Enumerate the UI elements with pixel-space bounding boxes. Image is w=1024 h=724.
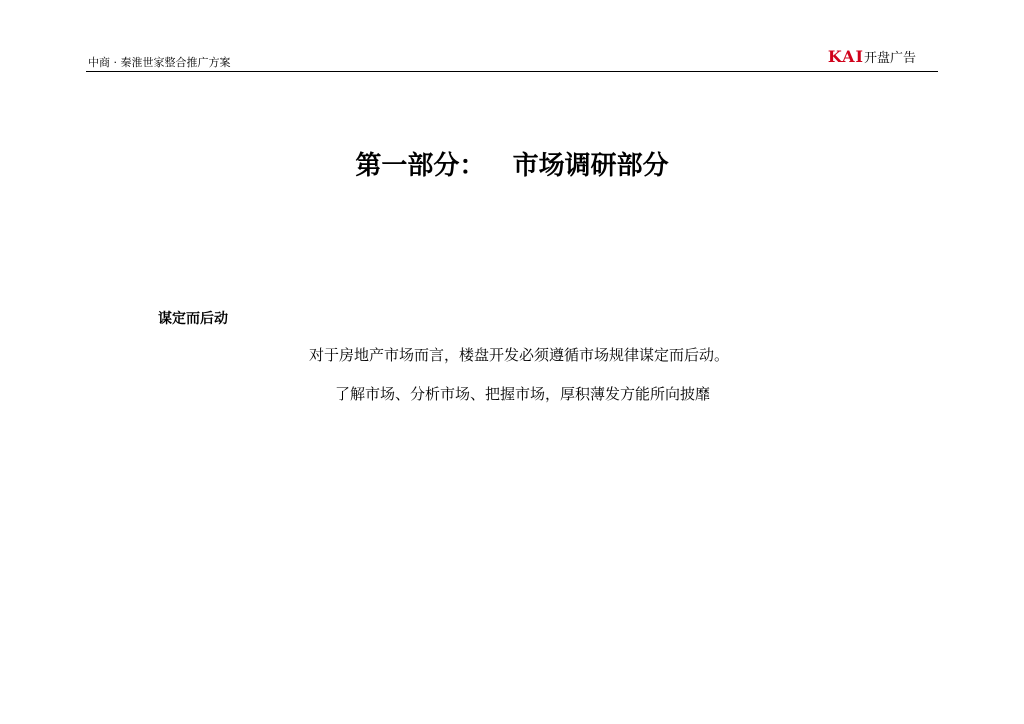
brand-logo-latin: KAI [827,47,864,66]
body-paragraph: 了解市场、分析市场、把握市场，厚积薄发方能所向披靡 [335,385,711,403]
body-paragraph: 对于房地产市场而言，楼盘开发必须遵循市场规律谋定而后动。 [309,346,730,364]
header-document-title: 中商 · 秦淮世家整合推广方案 [88,56,231,69]
brand-logo [828,48,916,68]
section-heading: 谋定而后动 [158,311,228,327]
brand-logo-cjk: 开盘广告 [863,51,916,66]
page-header [86,46,938,72]
page-title: 第一部分： 市场调研部分 [355,151,669,181]
